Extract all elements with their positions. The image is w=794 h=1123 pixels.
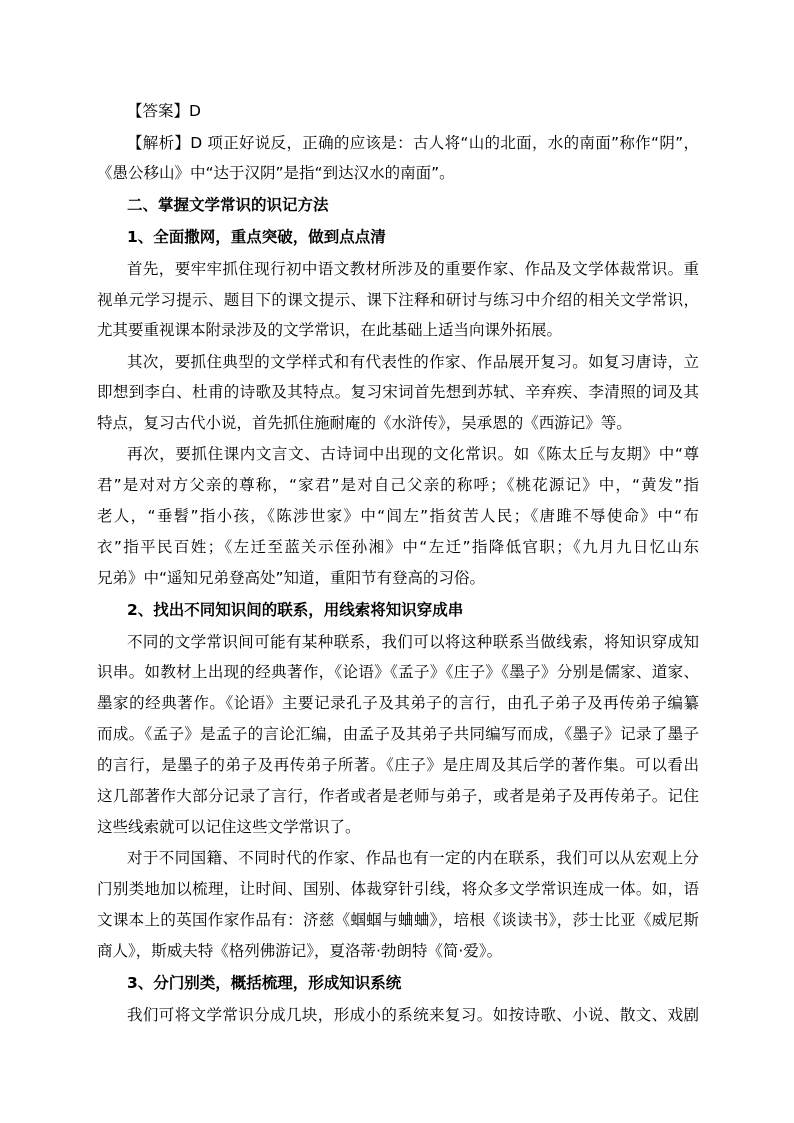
analysis-line-1: 【解析】D 项正好说反，正确的应该是：古人将“山的北面，水的南面”称作“阴”， [127,134,699,152]
para-4-line-4: 而成。《孟子》是孟子的言论汇编，由孟子及其弟子共同编写而成，《墨子》记录了墨子 [97,725,699,743]
para-1-line-1: 首先，要牢牢抓住现行初中语文教材所涉及的重要作家、作品及文学体裁常识。重 [127,260,699,278]
para-5-line-3: 文课本上的英国作家作品有：济慈《蝈蝈与蛐蛐》，培根《谈读书》，莎士比亚《威尼斯 [97,911,699,929]
para-4-line-1: 不同的文学常识间可能有某种联系，我们可以将这种联系当做线索，将知识穿成知 [127,633,699,651]
analysis-line-2: 《愚公移山》中“达于汉阴”是指“到达汉水的南面”。 [97,164,455,182]
para-4-line-7: 这些线索就可以记住这些文学常识了。 [97,818,361,836]
para-2-line-3: 特点，复习古代小说，首先抓住施耐庵的《水浒传》，吴承恩的《西游记》等。 [97,414,632,432]
section-title: 二、掌握文学常识的识记方法 [127,196,329,214]
para-3-line-1: 再次，要抓住课内文言文、古诗词中出现的文化常识。如《陈太丘与友期》中“尊 [127,445,699,463]
para-3-line-3: 老人，“垂髫”指小孩，《陈涉世家》中“闾左”指贫苦人民；《唐雎不辱使命》中“布 [97,507,699,525]
para-1-line-2: 视单元学习提示、题目下的课文提示、课下注释和研讨与练习中介绍的相关文学常识， [97,291,699,309]
para-3-line-2: 君”是对对方父亲的尊称，“家君”是对自己父亲的称呼；《桃花源记》中，“黄发”指 [97,476,699,494]
method-2-title: 2、找出不同知识间的联系，用线索将知识穿成串 [127,601,464,619]
para-2-line-2: 即想到李白、杜甫的诗歌及其特点。复习宋词首先想到苏轼、辛弃疾、李清照的词及其 [97,383,699,401]
para-2-line-1: 其次，要抓住典型的文学样式和有代表性的作家、作品展开复习。如复习唐诗，立 [127,353,699,371]
para-4-line-2: 识串。如教材上出现的经典著作，《论语》《孟子》《庄子》《墨子》分别是儒家、道家、 [97,663,699,681]
para-6-line-1: 我们可将文学常识分成几块，形成小的系统来复习。如按诗歌、小说、散文、戏剧 [127,1006,699,1024]
para-5-line-1: 对于不同国籍、不同时代的作家、作品也有一定的内在联系，我们可以从宏观上分 [127,849,699,867]
para-3-line-5: 兄弟》中“遥知兄弟登高处”知道，重阳节有登高的习俗。 [97,569,486,587]
method-1-title: 1、全面撒网，重点突破，做到点点清 [127,228,386,246]
para-5-line-2: 门别类地加以梳理，让时间、国别、体裁穿针引线，将众多文学常识连成一体。如，语 [97,880,699,898]
para-4-line-6: 这几部著作大部分记录了言行，作者或者是老师与弟子，或者是弟子及再传弟子。记住 [97,787,699,805]
method-3-title: 3、分门别类，概括梳理，形成知识系统 [127,974,402,992]
para-3-line-4: 衣”指平民百姓；《左迁至蓝关示侄孙湘》中“左迁”指降低官职；《九月九日忆山东 [97,538,699,556]
para-4-line-3: 墨家的经典著作。《论语》主要记录孔子及其弟子的言行，由孔子弟子及再传弟子编纂 [97,694,699,712]
answer-line: 【答案】D [127,102,201,120]
para-1-line-3: 尤其要重视课本附录涉及的文学常识，在此基础上适当向课外拓展。 [97,321,563,339]
para-4-line-5: 的言行，是墨子的弟子及再传弟子所著。《庄子》是庄周及其后学的著作集。可以看出 [97,756,699,774]
para-5-line-4: 商人》，斯威夫特《格列佛游记》，夏洛蒂·勃朗特《简·爱》。 [97,942,503,960]
